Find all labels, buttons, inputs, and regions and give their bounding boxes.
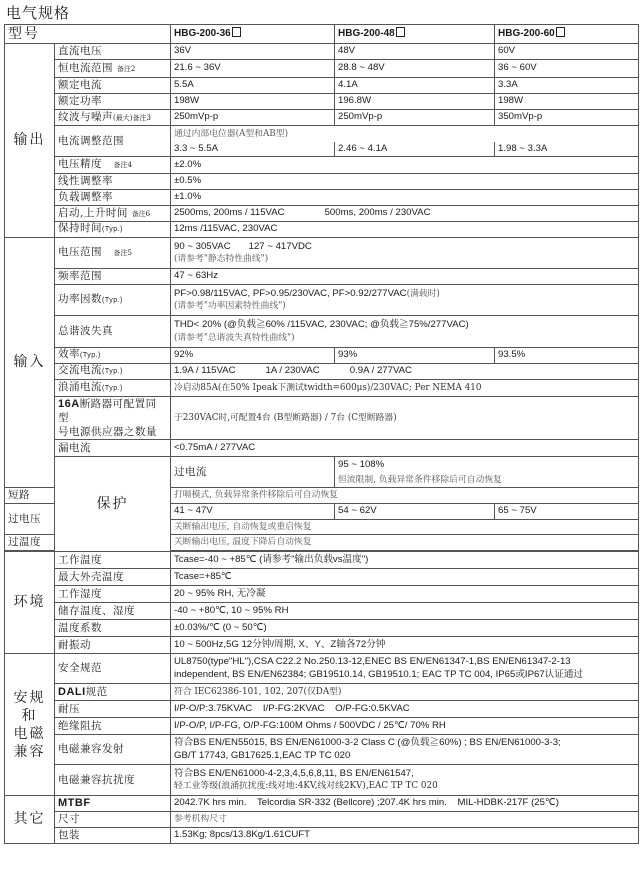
- table-row: [5, 269, 639, 285]
- cell-value: 93%: [335, 348, 495, 364]
- row-label: DALI规范: [55, 684, 171, 701]
- row-label: 过电流: [171, 457, 335, 488]
- table-row: [5, 110, 639, 126]
- cell-value: 350mVp-p: [495, 110, 639, 126]
- page-title: 电气规格: [6, 4, 71, 22]
- table-row: [5, 60, 639, 78]
- row-label: 电压范围 备注5: [55, 238, 171, 269]
- cell-value: 198W: [495, 94, 639, 110]
- table-row: [5, 684, 639, 701]
- row-label: 储存温度、湿度: [55, 603, 171, 620]
- table-row: [5, 397, 639, 440]
- table-row: [5, 94, 639, 110]
- row-label: 直流电压: [55, 44, 171, 60]
- model-suffix-box: [232, 27, 241, 37]
- model-suffix-box: [396, 27, 405, 37]
- model-label: 型号: [5, 25, 171, 44]
- cell-value: 60V: [495, 44, 639, 60]
- cell-value: 92%: [171, 348, 335, 364]
- cell-value: 1.98 ~ 3.3A: [495, 142, 639, 157]
- table-row: [5, 586, 639, 603]
- table-row: [5, 552, 639, 569]
- cell-value: 12ms /115VAC, 230VAC: [171, 222, 639, 238]
- table-row: [5, 620, 639, 637]
- row-label: 电磁兼容发射: [55, 735, 171, 765]
- cell-value: UL8750(type"HL"),CSA C22.2 No.250.13-12,ENEC BS EN/EN61347-1,BS EN/EN61347-2-13 independent, BS EN/EN62384; GB19510.14, GB19510.1; EAC TP TC 004, IP65或IP67认证通过: [171, 654, 639, 684]
- cell-value: 41 ~ 47V: [171, 504, 335, 520]
- cell-value: 符合BS EN/EN55015, BS EN/EN61000-3-2 Class C (@负载≧60%) ; BS EN/EN61000-3-3; GB/T 17743, GB17625.1,EAC TP TC 020: [171, 735, 639, 765]
- row-label: MTBF: [55, 796, 171, 812]
- table-row: [5, 348, 639, 364]
- table-row: [5, 637, 639, 654]
- row-label: 工作湿度: [55, 586, 171, 603]
- group-others: 其它: [5, 796, 55, 844]
- row-label: 过电压: [5, 504, 55, 535]
- spec-table: [4, 24, 639, 844]
- row-label: 启动,上升时间 备注6: [55, 206, 171, 222]
- row-label: 额定电流: [55, 78, 171, 94]
- row-label: 功率因数(Typ.): [55, 285, 171, 316]
- table-row: [5, 701, 639, 718]
- cell-value: ±2.0%: [171, 157, 639, 174]
- cell-value: 3.3A: [495, 78, 639, 94]
- cell-value: 250mVp-p: [335, 110, 495, 126]
- row-label: 耐振动: [55, 637, 171, 654]
- cell-value: PF>0.98/115VAC, PF>0.95/230VAC, PF>0.92/277VAC(满载时) (请参考"功率因素特性曲线"): [171, 285, 639, 316]
- group-input: 输入: [5, 238, 55, 488]
- table-row: [5, 190, 639, 206]
- row-label: 漏电流: [55, 440, 171, 457]
- table-row: [5, 285, 639, 316]
- cell-value: 20 ~ 95% RH, 无冷凝: [171, 586, 639, 603]
- cell-value: Tcase=+85℃: [171, 569, 639, 586]
- cell-value: 196.8W: [335, 94, 495, 110]
- row-label: 总谐波失真: [55, 316, 171, 348]
- row-label: 电压精度 备注4: [55, 157, 171, 174]
- cell-value: 冷启动85A(在50% Ipeak下测试twidth=600μs)/230VAC; Per NEMA 410: [171, 380, 639, 397]
- table-row: [5, 206, 639, 222]
- model-1: HBG-200-36: [171, 25, 335, 44]
- cell-value: Tcase=-40 ~ +85℃ (请参考"输出负载vs温度"): [171, 552, 639, 569]
- row-label: 电磁兼容抗扰度: [55, 765, 171, 796]
- row-label: 额定功率: [55, 94, 171, 110]
- table-row: [5, 222, 639, 238]
- cell-value: 1.53Kg; 8pcs/13.8Kg/1.61CUFT: [171, 828, 639, 844]
- cell-value: 2.46 ~ 4.1A: [335, 142, 495, 157]
- model-2: HBG-200-48: [335, 25, 495, 44]
- cell-value: I/P-O/P:3.75KVAC I/P-FG:2KVAC O/P-FG:0.5KVAC: [171, 701, 639, 718]
- row-label: 包装: [55, 828, 171, 844]
- row-label: 恒电流范围 备注2: [55, 60, 171, 78]
- table-row: [5, 238, 639, 269]
- table-row: [5, 735, 639, 765]
- cell-value: 48V: [335, 44, 495, 60]
- cell-value: <0.75mA / 277VAC: [171, 440, 639, 457]
- cell-value: 90 ~ 305VAC 127 ~ 417VDC (请参考"静态特性曲线"): [171, 238, 639, 269]
- table-row: [5, 457, 639, 473]
- cell-value: THD< 20% (@负载≧60% /115VAC, 230VAC; @负载≧75%/277VAC) (请参考"总谐波失真特性曲线"): [171, 316, 639, 348]
- group-environment: 环境: [5, 552, 55, 654]
- table-row: [5, 126, 639, 142]
- cell-value: 符合 IEC62386-101, 102, 207(仅DA型): [171, 684, 639, 701]
- row-label: 保持时间(Typ.): [55, 222, 171, 238]
- table-row: [5, 440, 639, 457]
- cell-value: 198W: [171, 94, 335, 110]
- table-row: [5, 603, 639, 620]
- table-row: [5, 174, 639, 190]
- group-protection: 保护: [55, 457, 171, 552]
- table-row: [5, 380, 639, 397]
- cell-value: 1.9A / 115VAC 1A / 230VAC 0.9A / 277VAC: [171, 364, 639, 380]
- row-label: 线性调整率: [55, 174, 171, 190]
- cell-value: 36V: [171, 44, 335, 60]
- table-row: [5, 654, 639, 684]
- cell-value: 21.6 ~ 36V: [171, 60, 335, 78]
- row-label: 过温度: [5, 535, 55, 551]
- cell-value: -40 ~ +80℃, 10 ~ 95% RH: [171, 603, 639, 620]
- cell-value: ±0.03%/℃ (0 ~ 50℃): [171, 620, 639, 637]
- cell-value: 10 ~ 500Hz,5G 12分钟/周期, X、Y、Z轴各72分钟: [171, 637, 639, 654]
- row-label: 16A断路器可配置同型 号电源供应器之数量: [55, 397, 171, 440]
- row-label: 工作温度: [55, 552, 171, 569]
- group-output: 输出: [5, 44, 55, 238]
- cell-value: 28.8 ~ 48V: [335, 60, 495, 78]
- cell-value: 打嗝模式, 负载异常条件移除后可自动恢复: [171, 488, 639, 504]
- cell-value: 关断输出电压, 温度下降后自动恢复: [171, 535, 639, 551]
- row-label: 电流调整范围: [55, 126, 171, 157]
- row-label: 绝缘阻抗: [55, 718, 171, 735]
- cell-value: 95 ~ 108%: [335, 457, 639, 473]
- row-label: 温度系数: [55, 620, 171, 637]
- cell-value: 2500ms, 200ms / 115VAC 500ms, 200ms / 230VAC: [171, 206, 639, 222]
- header-row: [5, 25, 639, 44]
- model-3: HBG-200-60: [495, 25, 639, 44]
- table-row: [5, 569, 639, 586]
- cell-value: 5.5A: [171, 78, 335, 94]
- row-label: 安全规范: [55, 654, 171, 684]
- cell-value: 符合BS EN/EN61000-4-2,3,4,5,6,8,11, BS EN/EN61547, 轻工业等级(浪涌抗扰度:线对地:4KV,线对线2KV),EAC TP TC 020: [171, 765, 639, 796]
- cell-value: 恒流限制, 负载异常条件移除后可自动恢复: [335, 473, 639, 488]
- row-label: 频率范围: [55, 269, 171, 285]
- table-row: [5, 718, 639, 735]
- row-label: 最大外壳温度: [55, 569, 171, 586]
- row-label: 负载调整率: [55, 190, 171, 206]
- cell-value: 47 ~ 63Hz: [171, 269, 639, 285]
- cell-value: 4.1A: [335, 78, 495, 94]
- row-label: 纹波与噪声(最大)备注3: [55, 110, 171, 126]
- table-row: [5, 812, 639, 828]
- row-label: 短路: [5, 488, 55, 504]
- cell-value: 参考机构尺寸: [171, 812, 639, 828]
- row-label: 效率(Typ.): [55, 348, 171, 364]
- cell-value: 3.3 ~ 5.5A: [171, 142, 335, 157]
- table-row: [5, 765, 639, 796]
- table-row: [5, 157, 639, 174]
- cell-value: 于230VAC时,可配置4台 (B型断路器) / 7台 (C型断路器): [171, 397, 639, 440]
- table-row: [5, 316, 639, 348]
- group-safety-emc: 安规 和 电磁 兼容: [5, 654, 55, 796]
- model-suffix-box: [556, 27, 565, 37]
- cell-value: 93.5%: [495, 348, 639, 364]
- table-row: [5, 796, 639, 812]
- row-label: 浪涌电流(Typ.): [55, 380, 171, 397]
- table-row: [5, 364, 639, 380]
- cell-value: 65 ~ 75V: [495, 504, 639, 520]
- cell-value: I/P-O/P, I/P-FG, O/P-FG:100M Ohms / 500VDC / 25℃/ 70% RH: [171, 718, 639, 735]
- row-label: 交流电流(Typ.): [55, 364, 171, 380]
- table-row: [5, 78, 639, 94]
- cell-value: ±1.0%: [171, 190, 639, 206]
- table-row: [5, 44, 639, 60]
- cell-value: 通过内部电位器(A型和AB型): [171, 126, 639, 142]
- cell-value: 36 ~ 60V: [495, 60, 639, 78]
- row-label: 耐压: [55, 701, 171, 718]
- cell-value: 2042.7K hrs min. Telcordia SR-332 (Bellcore) ;207.4K hrs min. MIL-HDBK-217F (25℃): [171, 796, 639, 812]
- cell-value: ±0.5%: [171, 174, 639, 190]
- cell-value: 250mVp-p: [171, 110, 335, 126]
- cell-value: 54 ~ 62V: [335, 504, 495, 520]
- table-row: [5, 828, 639, 844]
- cell-value: 关断输出电压, 自动恢复或重启恢复: [171, 520, 639, 535]
- row-label: 尺寸: [55, 812, 171, 828]
